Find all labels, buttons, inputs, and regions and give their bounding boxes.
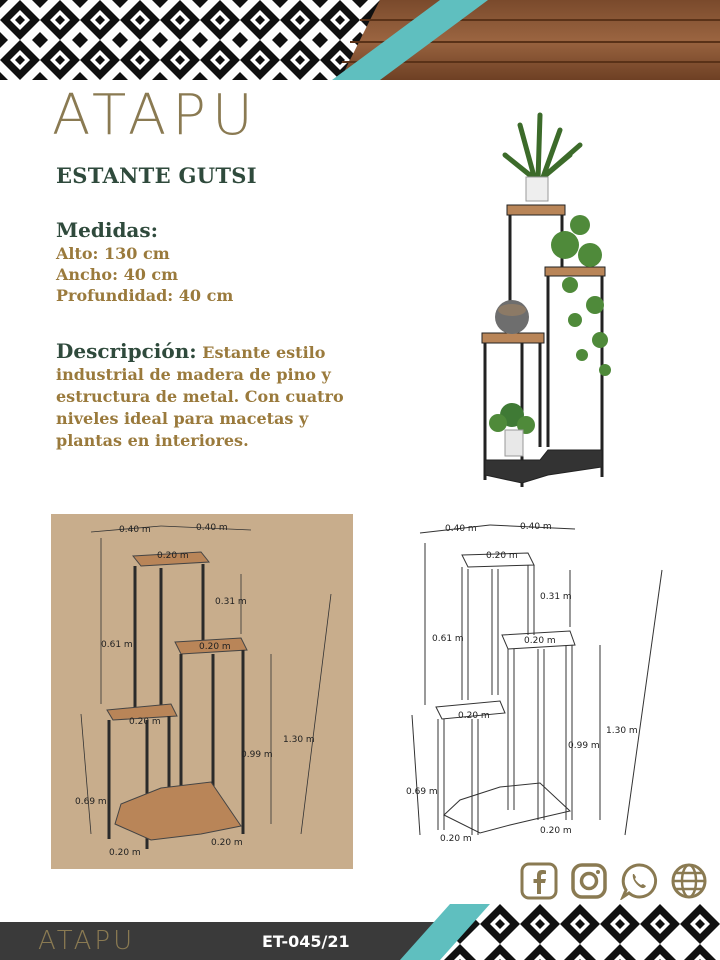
dim-base-left: 0.20 m (109, 848, 141, 858)
draw-dim-mid-shelf-left: 0.20 m (458, 711, 490, 721)
description-text: Estante estilo industrial de madera de pino y estructura de metal. Con cuatro niveles ideal para macetas y plantas en interiores. (56, 343, 344, 450)
social-icons (520, 862, 710, 902)
brand-logo: ATAPU (52, 83, 259, 148)
description-heading: Descripción: (56, 339, 197, 363)
dim-base-right: 0.20 m (211, 838, 243, 848)
draw-dim-total-height: 1.30 m (606, 726, 638, 736)
product-photo (470, 105, 630, 495)
dim-mid-shelf-left: 0.20 m (129, 717, 161, 727)
dim-height-right: 0.99 m (241, 750, 273, 760)
dim-total-height: 1.30 m (283, 735, 315, 745)
measures-heading: Medidas: (56, 218, 159, 242)
draw-dim-top-shelf: 0.20 m (486, 551, 518, 561)
dim-width-b: 0.40 m (196, 523, 228, 533)
dim-bottom-left: 0.69 m (75, 797, 107, 807)
ceramic-vase-icon (495, 300, 529, 334)
technical-drawing-panel (400, 515, 680, 855)
description (56, 340, 356, 452)
draw-dim-height-left: 0.61 m (432, 634, 464, 644)
draw-dim-width-a: 0.40 m (445, 524, 477, 534)
dim-mid-shelf-right: 0.20 m (199, 642, 231, 652)
product-title: ESTANTE GUTSI (56, 163, 257, 188)
dim-height-left: 0.61 m (101, 640, 133, 650)
facebook-icon[interactable] (520, 862, 558, 900)
draw-dim-gap-top: 0.31 m (540, 592, 572, 602)
draw-dim-mid-shelf-right: 0.20 m (524, 636, 556, 646)
measure-depth: Profundidad: 40 cm (56, 286, 234, 305)
whatsapp-icon[interactable] (620, 862, 658, 900)
draw-dim-width-b: 0.40 m (520, 522, 552, 532)
draw-dim-height-right: 0.99 m (568, 741, 600, 751)
top-decorative-band (0, 0, 720, 80)
dim-top-shelf: 0.20 m (157, 551, 189, 561)
dimension-photo-panel (51, 514, 353, 869)
draw-dim-base-right: 0.20 m (540, 826, 572, 836)
draw-dim-base-left: 0.20 m (440, 834, 472, 844)
dim-width-a: 0.40 m (119, 525, 151, 535)
measure-height: Alto: 130 cm (56, 244, 170, 263)
snake-plant-icon (505, 115, 580, 201)
footer-logo: ATAPU (38, 926, 136, 956)
dim-gap-top: 0.31 m (215, 597, 247, 607)
potted-plant-icon (489, 403, 535, 456)
aztec-pattern-wood-banner (0, 0, 720, 80)
measure-width: Ancho: 40 cm (56, 265, 179, 284)
instagram-icon[interactable] (570, 862, 608, 900)
product-code: ET-045/21 (262, 932, 350, 951)
draw-dim-bottom-left: 0.69 m (406, 787, 438, 797)
web-globe-icon[interactable] (670, 862, 708, 900)
